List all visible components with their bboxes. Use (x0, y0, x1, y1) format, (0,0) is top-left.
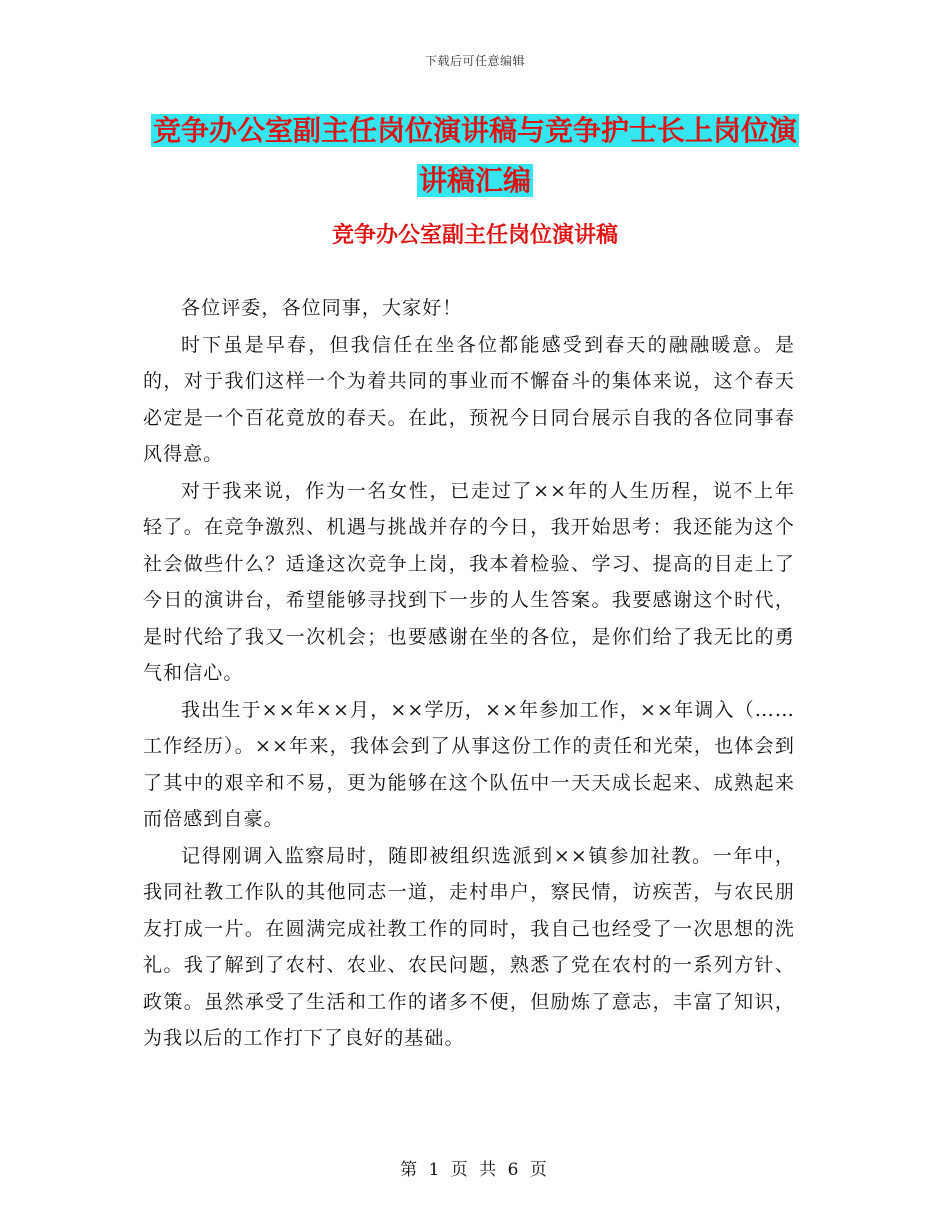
paragraph: 对于我来说，作为一名女性，已走过了××年的人生历程，说不上年轻了。在竞争激烈、机遇与挑战并存的今日，我开始思考：我还能为这个社会做些什么？适逢这次竞争上岗，我本着检验、学习、提高的目走上了今日的演讲台，希望能够寻找到下一步的人生答案。我要感谢这个时代，是时代给了我又一次机会；也要感谢在坐的各位，是你们给了我无比的勇气和信心。 (143, 479, 795, 684)
page-number: 第 1 页 共 6 页 (400, 1160, 550, 1180)
document-title-line-1: 竞争办公室副主任岗位演讲稿与竞争护士长上岗位演 (152, 114, 797, 147)
paragraph: 记得刚调入监察局时，随即被组织选派到××镇参加社教。一年中，我同社教工作队的其他同志一道，走村串户，察民情，访疾苦，与农民朋友打成一片。在圆满完成社教工作的同时，我自己也经受了一次思想的洗礼。我了解到了农村、农业、农民问题，熟悉了党在农村的一系列方针、政策。虽然承受了生活和工作的诸多不便，但励炼了意志，丰富了知识，为我以后的工作打下了良好的基础。 (143, 844, 795, 1049)
document-title (100, 106, 850, 206)
header-note: 下载后可任意编辑 (424, 54, 525, 68)
paragraph: 我出生于××年××月，××学历，××年参加工作，××年调入（……工作经历）。××年来，我体会到了从事这份工作的责任和光荣，也体会到了其中的艰辛和不易，更为能够在这个队伍中一天天成长起来、成熟起来而倍感到自豪。 (143, 698, 795, 830)
document-body (143, 290, 795, 1057)
paragraph: 各位评委，各位同事，大家好！ (181, 297, 463, 319)
document-title-line-2: 讲稿汇编 (418, 164, 531, 197)
section-title: 竞争办公室副主任岗位演讲稿 (331, 223, 618, 248)
paragraph: 时下虽是早春，但我信任在坐各位都能感受到春天的融融暖意。是的，对于我们这样一个为着共同的事业而不懈奋斗的集体来说，这个春天必定是一个百花竟放的春天。在此，预祝今日同台展示自我的各位同事春风得意。 (143, 333, 795, 465)
